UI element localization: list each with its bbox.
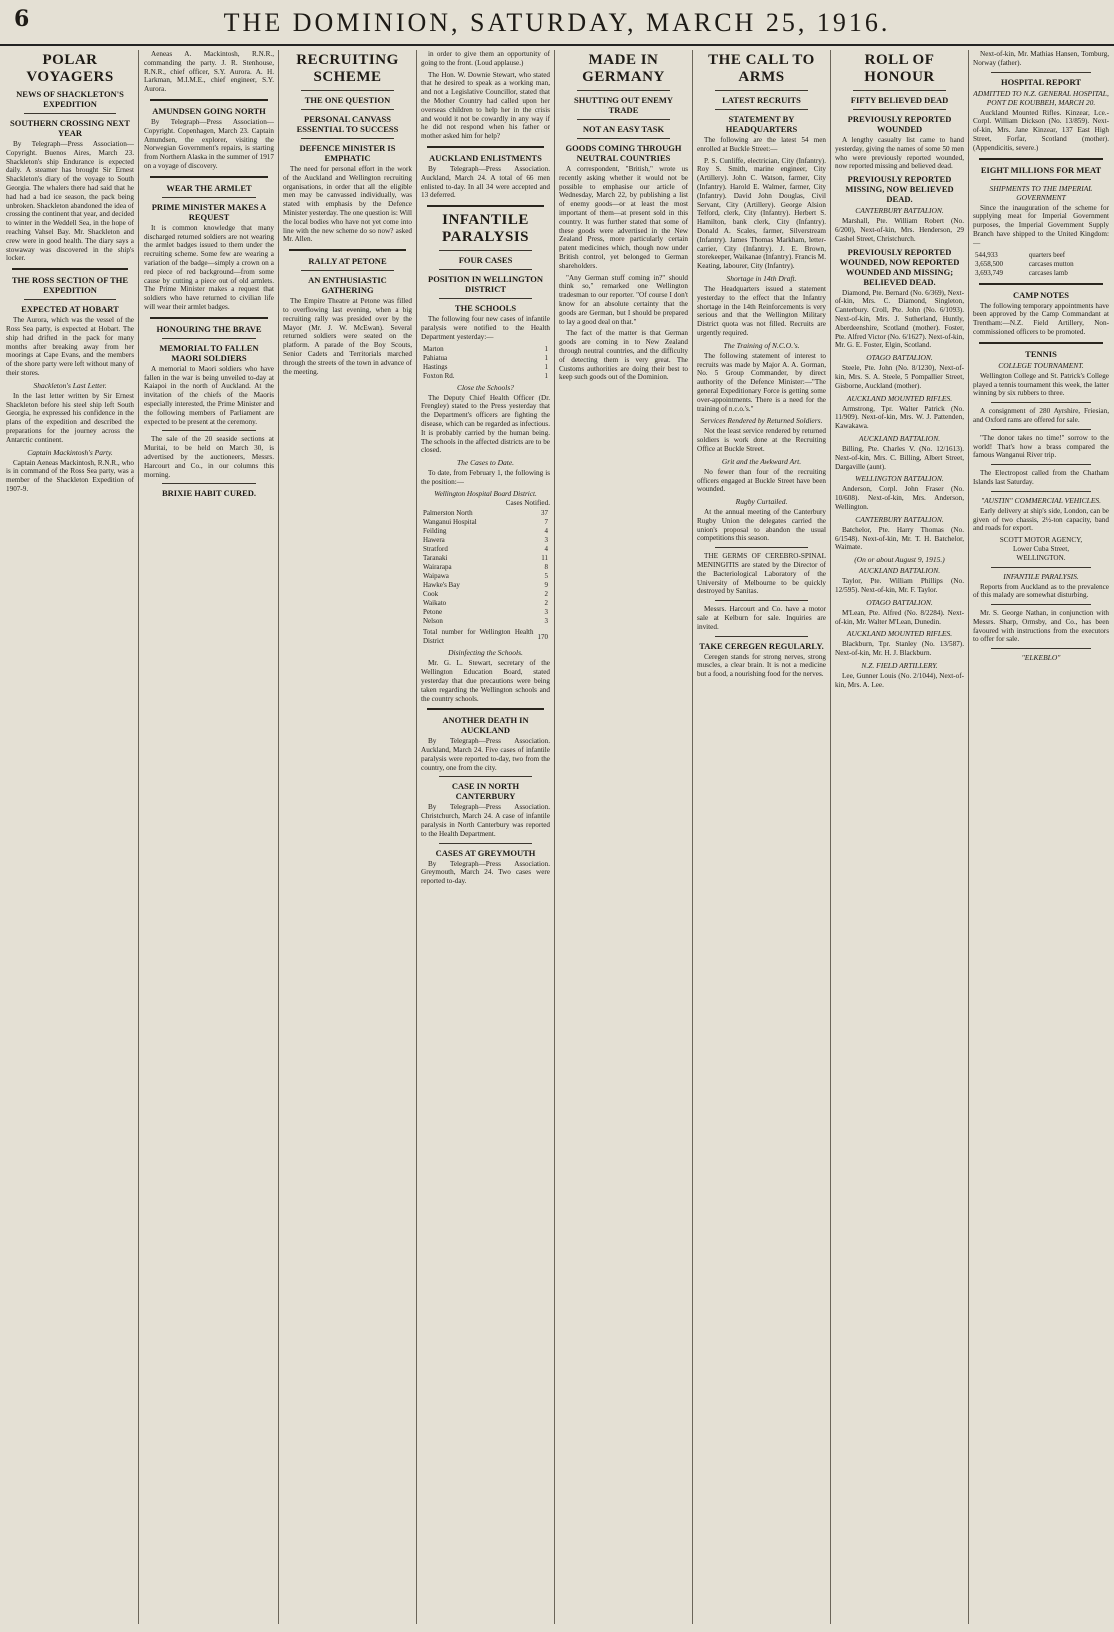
article-text: Auckland Mounted Rifles. Kinzear, Lce.-Corpl. William Dickson (No. 13/859). Next-of-kin, Mrs. Jane Kinzear, 137 East High Street, Forfar, Scotland (mother). (Appendicitis, severe.) (973, 108, 1109, 152)
table-header: Cases Notified. (505, 498, 550, 507)
table-cell-label: Foxton Rd. (423, 371, 455, 380)
table-cell-value: 2 (544, 599, 548, 608)
subheadline: NOT AN EASY TASK (582, 124, 665, 134)
section-heading: Disinfecting the Schools. (448, 648, 523, 658)
table-cell-value: 9 (544, 581, 548, 590)
cases-table (421, 345, 550, 381)
article-text: By Telegraph—Press Association. Auckland, March 24. A total of 66 men enlisted to-day. In all 34 were accepted and 13 deferred. (421, 164, 550, 200)
article-text: A memorial to Maori soldiers who have fallen in the war is being unveiled to-day at Kaiapoi in the north of Auckland. At the invitation of the chiefs of the Maoris especially interested, the Prime Minister and the following members of Parliament are expected to be present at the ceremony. (144, 364, 274, 426)
column-rule (968, 50, 969, 1624)
subheadline: STATEMENT BY HEADQUARTERS (725, 114, 798, 134)
table-row (421, 518, 550, 527)
subheadline: EXPECTED AT HOBART (21, 304, 119, 315)
newspaper-title: THE DOMINION, SATURDAY, MARCH 25, 1916. (223, 8, 891, 37)
table-row (421, 536, 550, 545)
table-cell-value: 1 (544, 344, 548, 353)
table-row (421, 509, 550, 518)
table-row (421, 372, 550, 381)
subheadline: ANOTHER DEATH IN AUCKLAND (442, 715, 529, 736)
agency-city: WELLINGTON. (1016, 553, 1066, 562)
casualty-list: Anderson, Corpl. John Fraser (No. 10/608). Next-of-kin, Mrs. Anderson, Wellington. (835, 485, 964, 511)
battalion-heading: OTAGO BATTALION. (866, 597, 933, 607)
battalion-heading: AUCKLAND BATTALION. (858, 433, 941, 443)
table-cell-label: Marton (423, 344, 444, 353)
table-row (973, 251, 1109, 260)
battalion-heading: CANTERBURY BATTALION. (855, 206, 944, 216)
section-heading: The Cases to Date. (456, 458, 515, 468)
table-cell-label: Pahiatua (423, 353, 448, 362)
advert-text: Early delivery at ship's side, London, can be given of two chassis, 2½-ton capacity, band and roads for export. (973, 506, 1109, 533)
table-row (421, 527, 550, 536)
table-cell-label: 3,693,749 (975, 268, 1003, 277)
table-cell-value: 5 (544, 572, 548, 581)
article-text: A lengthy casualty list came to hand yesterday, giving the names of some 50 men who were previously reported wounded, now reported missing and believed dead. (835, 136, 964, 171)
table-row (421, 617, 550, 626)
subheadline: TAKE CEREGEN REGULARLY. (699, 640, 824, 651)
headline: RECRUITING SCHEME (296, 52, 399, 85)
subheadline: POSITION IN WELLINGTON DISTRICT (428, 274, 543, 295)
article-text: The following four new cases of infantile paralysis were notified to the Health Department yesterday:— (421, 315, 550, 341)
article-text: Captain Aeneas Mackintosh, R.N.R., who is in command of the Ross Sea party, was a member of the Shackleton Expedition of 1907-9. (6, 458, 134, 493)
article-text: A correspondent, "British," wrote us recently asking whether it would not be possible to emphasise our article of Wednesday, March 22, by publishing a list of enemy goods—or at least the most important of them—at present sold in this country. It was further stated that some of these goods were advertised in the New Zealand Press, more particularly certain patent medicines which, though now under British control, yet belonged to German shareholders. (559, 165, 688, 270)
column-rule (416, 50, 417, 1624)
district-total (421, 628, 550, 646)
column-rule (692, 50, 693, 1624)
headline: INFANTILE PARALYSIS (441, 212, 530, 246)
table-cell-value: 11 (541, 554, 548, 563)
table-cell-label: Waikato (423, 599, 447, 608)
section-heading: Captain Mackintosh's Party. (27, 447, 113, 457)
column-rule (830, 50, 831, 1624)
battalion-heading: WELLINGTON BATTALION. (855, 474, 944, 484)
agency-name: SCOTT MOTOR AGENCY, (999, 536, 1083, 545)
table-cell-value: 37 (541, 509, 548, 518)
subheadline: PREVIOUSLY REPORTED WOUNDED (847, 114, 952, 134)
table-cell-label: Hawera (423, 536, 445, 545)
table-cell-value: 4 (544, 527, 548, 536)
column-1 (6, 50, 134, 1624)
article-text: To date, from February 1, the following is the position:— (421, 469, 550, 486)
section-heading: The Training of N.C.O.'s. (723, 340, 800, 350)
table-cell-value: 4 (544, 545, 548, 554)
section-heading: COLLEGE TOURNAMENT. (998, 360, 1084, 370)
article-text: Aeneas A. Mackintosh, R.N.R., commanding the party. J. R. Stenhouse, R.N.R., chief officer, S.Y. Aurora. A. H. Larkman, M.I.M.E., chief engineer, S.Y. Aurora. (144, 50, 274, 94)
column-rule (138, 50, 139, 1624)
article-text: Reports from Auckland as to the prevalence of this malady are somewhat disturbing. (973, 582, 1109, 600)
section-heading: Close the Schools? (456, 382, 515, 392)
date-note: (On or about August 9, 1915.) (854, 555, 945, 565)
advert-heading: "AUSTIN" COMMERCIAL VEHICLES. (980, 495, 1102, 505)
table-cell-value: 1 (544, 362, 548, 371)
subheadline: DEFENCE MINISTER IS EMPHATIC (299, 143, 396, 163)
battalion-heading: AUCKLAND BATTALION. (858, 566, 941, 576)
article-text: By Telegraph—Press Association. Christchurch, March 24. A case of infantile paralysis in North Canterbury was reported to the Health Department. (421, 803, 550, 838)
table-row (421, 581, 550, 590)
subheadline: PRIME MINISTER MAKES A REQUEST (151, 201, 267, 222)
article-text: The Hon. W. Downie Stewart, who stated that he desired to speak as a working man, and not a Legislative Councillor, stated that the Mother Country had called upon her overseas children to help her in the crisis and would it not be cowardly in any way if he did not respond when his father or mother asked him for help? (421, 70, 550, 141)
subheadline: HOSPITAL REPORT (1000, 76, 1082, 87)
table-cell-value: 3 (544, 608, 548, 617)
agency-street: Lower Cuba Street, (1012, 544, 1070, 553)
table-cell-label: Petone (423, 608, 443, 617)
subheadline: NEWS OF SHACKLETON'S EXPEDITION (16, 89, 124, 109)
table-cell-label: Feilding (423, 527, 447, 536)
article-text: Mr. G. L. Stewart, secretary of the Wellington Education Board, stated yesterday that due precautions were being taken regarding the Wellington schools and the country schools. (421, 659, 550, 703)
article-text: The following statement of interest to recruits was made by Major A. A. Gorman, No. 5 Group Commander, by direct authority of the Defence Minister:—"The general Expeditionary Force is getting some over-appointments. There is a need for the training of n.c.o.'s." (697, 351, 826, 413)
table-row (421, 608, 550, 617)
table-cell-label: 3,658,500 (975, 259, 1003, 268)
article-text: By Telegraph—Press Association—Copyright. Buenos Aires, March 23. Shackleton's ship Endurance is expected daily. A steamer has brought Sir Ernest Shackleton's diary of the voyage to South Georgia. The whalers there had said that he had had a bad ice season, the pack being unbroken. Shackleton abandoned the idea of crossing the continent that year, and decided to winter in the Weddell Sea, in the hope of reaching Vahsel Bay. Mr. Shackleton and crew were in good health. The diary says a stowaway was discovered in the ship's locker. (6, 140, 134, 263)
subheadline: GOODS COMING THROUGH NEUTRAL COUNTRIES (565, 143, 682, 163)
subheadline: PREVIOUSLY REPORTED MISSING, NOW BELIEVED DEAD. (845, 174, 954, 205)
article-text: Messrs. Harcourt and Co. have a motor sale at Kelburn for sale. Inquiries are invited. (697, 605, 826, 631)
table-cell-value: 1 (544, 371, 548, 380)
table-cell-value: 3 (544, 536, 548, 545)
casualty-list: Batchelor, Pte. Harry Thomas (No. 6/1548). Next-of-kin, Mr. T. H. Batchelor, Waimate. (835, 525, 964, 552)
column-rule (278, 50, 279, 1624)
table-row (421, 363, 550, 372)
table-row (973, 269, 1109, 278)
subheadline: THE SCHOOLS (454, 303, 517, 314)
table-cell-label: Nelson (423, 617, 443, 626)
table-cell-label: Wairarapa (423, 563, 452, 572)
headline: ROLL OF HONOUR (864, 52, 935, 85)
column-rule (554, 50, 555, 1624)
total-label: Total number for Wellington Health District (423, 628, 534, 646)
article-text: Not the least service rendered by returned soldiers is work done at the Recruiting Office at Buckle Street. (697, 427, 826, 453)
column-6 (697, 50, 826, 1624)
article-text: Mr. S. George Nathan, in conjunction with Messrs. Sharp, Ormsby, and Co., has been favoured with instructions from the executors to offer for sale. (973, 609, 1109, 644)
table-row (421, 345, 550, 354)
battalion-heading: AUCKLAND MOUNTED RIFLES. (846, 393, 953, 403)
subheadline: SHUTTING OUT ENEMY TRADE (573, 95, 674, 115)
section-heading: Grit and the Awkward Art. (721, 456, 802, 466)
article-text: The Aurora, which was the vessel of the Ross Sea party, is expected at Hobart. The ship had drifted in the pack for many months after breaking away from her moorings at Cape Evans, and the members of the shore party were left without many of their stores. (6, 316, 134, 377)
table-cell-label: Hawke's Bay (423, 581, 460, 590)
subheadline: PERSONAL CANVASS ESSENTIAL TO SUCCESS (296, 114, 399, 134)
article-text: By Telegraph—Press Association. Auckland, March 24. Five cases of infantile paralysis were reported to-day, two from the country, one from the city. (421, 737, 550, 772)
article-text: The fact of the matter is that German goods are coming in to New Zealand through neutral countries, and the difficulty of detecting them is very great. The Customs authorities are doing their best to keep such goods out of the Dominion. (559, 329, 688, 382)
section-heading: Shackleton's Last Letter. (33, 380, 107, 390)
subheadline: AN ENTHUSIASTIC GATHERING (308, 275, 387, 296)
article-text: THE GERMS OF CEREBRO-SPINAL MENINGITIS are stated by the Director of the Bacteriological Laboratory of the University of Melbourne to be quickly destroyed by Sanitas. (697, 552, 826, 596)
table-row (421, 354, 550, 363)
subheadline: WEAR THE ARMLET (166, 182, 252, 193)
section-heading: ADMITTED TO N.Z. GENERAL HOSPITAL, PONT DE KOUBBEH, MARCH 20. (973, 88, 1109, 107)
article-text: "The donor takes no time!" sorrow to the world! That's how a brass compared the famous Wanganui River trip. (973, 433, 1109, 460)
casualty-list: Lee, Gunner Louis (No. 2/1044), Next-of-kin, Mrs. A. Lee. (835, 671, 964, 689)
battalion-heading: N.Z. FIELD ARTILLERY. (861, 660, 938, 670)
article-text: The need for personal effort in the work of the Auckland and Wellington recruiting organisations, in order that all the eligible men may be canvassed individually, was stated with emphasis by the Defence Minister yesterday. The one question is: Will the local bodies who have not yet come into line with the new scheme do so now? asked Mr. Allen. (283, 165, 412, 244)
article-text: The following are the latest 54 men enrolled at Buckle Street:— (697, 136, 826, 153)
recruit-list: P. S. Cunliffe, electrician, City (Infantry). Roy S. Smith, marine engineer, City (Artillery). John C. Watson, farmer, City (Infantry). Harold E. Walmer, farmer, City (Infantry). David John Douglas, Civil Servant, City (Artillery). George Alsion Telford, clerk, City (Infantry). Herbert S. Hamilton, bank clerk, City (Infantry). Donald A. Scales, farmer, Silverstream (Infantry). James Thomas Markham, letter-carrier, City (Infantry). J. E. Brown, storekeeper, Waikanae (Infantry). Francis M. Keating, labourer, City (Infantry). (697, 156, 826, 271)
column-3 (283, 50, 412, 1624)
subheadline: AUCKLAND ENLISTMENTS (429, 152, 542, 163)
casualty-list: Billing, Pte. Charles V. (No. 12/1613). Next-of-kin, Mrs. C. Billing, Albert Street, Dargaville (aunt). (835, 444, 964, 471)
article-text: Since the inauguration of the scheme for supplying meat for Imperial Government purposes, the Imperial Government Supply Branch have shipped to the United Kingdom:— (973, 203, 1109, 247)
table-cell-label: 544,933 (975, 250, 998, 259)
subheadline: CASE IN NORTH CANTERBURY (451, 781, 520, 802)
table-cell-value: quarters beef (1028, 250, 1066, 259)
casualty-list: Marshall, Pte. William Robert (No. 6/200), Next-of-kin, Mrs. Henderson, 29 Cashel Street, Christchurch. (835, 217, 964, 243)
article-text: Next-of-kin, Mr. Mathias Hansen, Tomburg, Norway (father). (973, 50, 1109, 67)
table-row (421, 572, 550, 581)
table-row (421, 545, 550, 554)
section-heading: SHIPMENTS TO THE IMPERIAL GOVERNMENT (989, 183, 1093, 202)
masthead (0, 0, 1114, 46)
subheadline: BRIXIE HABIT CURED. (161, 488, 257, 499)
column-7 (835, 50, 964, 1624)
subheadline: TENNIS (1025, 348, 1057, 359)
subheadline: HONOURING THE BRAVE (156, 323, 262, 334)
casualty-list: Armstrong, Tpr. Walter Patrick (No. 11/909). Next-of-kin, Mrs. W. J. Pattenden, Kawakawa. (835, 404, 964, 431)
headline: MADE IN GERMANY (582, 52, 665, 85)
subheadline: FIFTY BELIEVED DEAD (850, 95, 949, 105)
table-caption: Wellington Hospital Board District. (434, 489, 537, 498)
casualty-list: Steele, Pte. John (No. 8/1230), Next-of-kin, Mrs. S. A. Steele, 5 Pompallier Street, Gisborne, Auckland (mother). (835, 364, 964, 390)
page-number: 6 (14, 6, 30, 32)
table-cell-label: Palmerston North (423, 509, 473, 518)
article-text: The Empire Theatre at Petone was filled to overflowing last evening, when a big recruiting rally was presided over by the Mayor (Mr. J. W. McEwan). Several returned soldiers were seated on the platform. A parade of the Boy Scouts, Senior Cadets and Territorials marched through the streets of the town in advance of the meeting. (283, 297, 412, 376)
subheadline: PREVIOUSLY REPORTED WOUNDED, NOW REPORTED WOUNDED AND MISSING; BELIEVED DEAD. (839, 246, 960, 287)
battalion-heading: CANTERBURY BATTALION. (855, 514, 944, 524)
subheadline: MEMORIAL TO FALLEN MAORI SOLDIERS (159, 342, 259, 363)
article-text: The sale of the 20 seaside sections at Muritai, to be held on March 30, is advertised by the auctioneers, Messrs. Harcourt and Co., in our columns this morning. (144, 435, 274, 479)
article-text: The Deputy Chief Health Officer (Dr. Frengley) stated to the Press yesterday that the Department's officers are fighting the disease, which can be regarded as infectious. It is probably carried by the human being. The schools in the affected districts are to be closed. (421, 393, 550, 455)
table-cell-label: Stratford (423, 545, 448, 554)
section-heading: Rugby Curtailed. (735, 497, 788, 507)
article-text: It is common knowledge that many discharged returned soldiers are not wearing the armlet badges issued to them under the recruiting scheme. Some few are wearing a variation of the badge—simply a crown on a red piece of red background—from some cause by cutting a piece out of old armlets. The Prime Minister makes a request that soldiers who have returned to civilian life will wear their armlet badges. (144, 223, 274, 311)
article-text: In the last letter written by Sir Ernest Shackleton before his steel ship left South Georgia, he expressed his confidence in the plans of the expedition and described the preparations for the journey across the Antarctic continent. (6, 391, 134, 444)
subheadline: FOUR CASES (458, 255, 513, 266)
meat-table (973, 251, 1109, 278)
section-heading: INFANTILE PARALYSIS. (1003, 571, 1079, 581)
article-text: No fewer than four of the recruiting officers engaged at Buckle Street have been wounded. (697, 467, 826, 494)
subheadline: AMUNDSEN GOING NORTH (152, 105, 266, 116)
article-text: The following temporary appointments have been approved by the Camp Commandant at Trentham:—N.Z. Field Artillery, Non-commissioned officers to be promoted. (973, 301, 1109, 336)
subheadline: THE ROSS SECTION OF THE EXPEDITION (11, 275, 129, 296)
column-4 (421, 50, 550, 1624)
article-text: Wellington College and St. Patrick's College played a tennis tournament this week, the latter winning by six rubbers to three. (973, 371, 1109, 398)
subheadline: EIGHT MILLIONS FOR MEAT (980, 164, 1102, 175)
casualty-list: Taylor, Pte. William Phillips (No. 12/595). Next-of-kin, Mr. F. Taylor. (835, 577, 964, 594)
table-cell-value: 2 (544, 590, 548, 599)
table-row (973, 260, 1109, 269)
column-2 (144, 50, 274, 1624)
section-heading: Shortage in 14th Draft. (726, 273, 797, 283)
battalion-heading: OTAGO BATTALION. (866, 353, 933, 363)
article-text: At the annual meeting of the Canterbury Rugby Union the delegates carried the union's proposal to abandon the usual competitions this season. (697, 508, 826, 543)
table-cell-label: Waipawa (423, 572, 449, 581)
article-text: The Electropost called from the Chatham Islands last Saturday. (973, 469, 1109, 486)
table-cell-value: carcases mutton (1028, 259, 1074, 268)
article-text: Ceregen stands for strong nerves, strong muscles, a clear brain. It is not a medicine but a food, a nourishing food for the nerves. (697, 652, 826, 679)
subheadline: THE ONE QUESTION (304, 95, 391, 105)
section-heading: Services Rendered by Returned Soldiers. (700, 416, 823, 426)
table-cell-value: 3 (544, 617, 548, 626)
table-cell-value: carcases lamb (1028, 268, 1068, 277)
subheadline: CASES AT GREYMOUTH (435, 847, 536, 858)
subheadline: CAMP NOTES (1013, 289, 1069, 300)
table-row (421, 590, 550, 599)
column-5 (559, 50, 688, 1624)
casualty-list: M'Lean, Pte. Alfred (No. 8/2284). Next-of-kin, Mr. Walter M'Lean, Dunedin. (835, 608, 964, 626)
battalion-heading: AUCKLAND MOUNTED RIFLES. (846, 629, 953, 639)
article-text: in order to give them an opportunity of going to the front. (Loud applause.) (421, 50, 550, 67)
table-cell-value: 8 (544, 563, 548, 572)
table-cell-label: Wanganui Hospital (423, 518, 477, 527)
table-cell-label: Taranaki (423, 554, 448, 563)
table-cell-label: Hastings (423, 362, 448, 371)
table-row (421, 554, 550, 563)
article-text: "Any German stuff coming in?" should think so," remarked one Wellington tradesman to our reporter. "Of course I don't know for an absolute certainty that the goods are German, but I should be prepared to lay a good deal on that." (559, 273, 688, 326)
casualty-list: Diamond, Pte. Bernard (No. 6/369), Next-of-kin, Mrs. C. Diamond, Singleton, Canterbury. Croll, Pte. John (No. 6/1093). Next-of-kin, Mrs. J. Sutherland, Huntly, Aberdeenshire, Scotland (mother). Foster, Pte. Alfred Victor (No. 6/1627). Next-of-kin, Mr. G. E. Foster, Elgin, Scotland. (835, 288, 964, 350)
article-text: By Telegraph—Press Association. Greymouth, March 24. Two cases were reported to-day. (421, 859, 550, 886)
total-value: 170 (537, 632, 548, 641)
column-8 (973, 50, 1109, 1624)
table-row (421, 599, 550, 608)
advert-heading: "ELKEBLO" (1021, 653, 1061, 663)
subheadline: SOUTHERN CROSSING NEXT YEAR (10, 118, 130, 138)
casualty-list: Blackburn, Tpr. Stanley (No. 13/587). Next-of-kin, Mr. H. J. Blackburn. (835, 640, 964, 658)
subheadline: LATEST RECRUITS (722, 95, 801, 105)
headline: THE CALL TO ARMS (708, 52, 815, 85)
table-row (421, 563, 550, 572)
district-table (421, 509, 550, 626)
table-cell-value: 7 (544, 518, 548, 527)
table-cell-value: 1 (544, 353, 548, 362)
subheadline: RALLY AT PETONE (308, 256, 387, 267)
table-cell-label: Cook (423, 590, 439, 599)
headline: POLAR VOYAGERS (26, 52, 114, 85)
article-text: The Headquarters issued a statement yesterday to the effect that the Infantry shortage in the 14th Reinforcements is very serious and that the Wellington Military District quota was not filled. Recruits are urgently required. (697, 284, 826, 337)
article-text: By Telegraph—Press Association—Copyright. Copenhagen, March 23. Captain Amundsen, the explorer, visiting the Norwegian Government's repairs, is starting from Northern Alaska in the summer of 1917 on a voyage of discovery. (144, 117, 274, 170)
article-text: A consignment of 280 Ayrshire, Friesian, and Oxford rams are offered for sale. (973, 407, 1109, 424)
